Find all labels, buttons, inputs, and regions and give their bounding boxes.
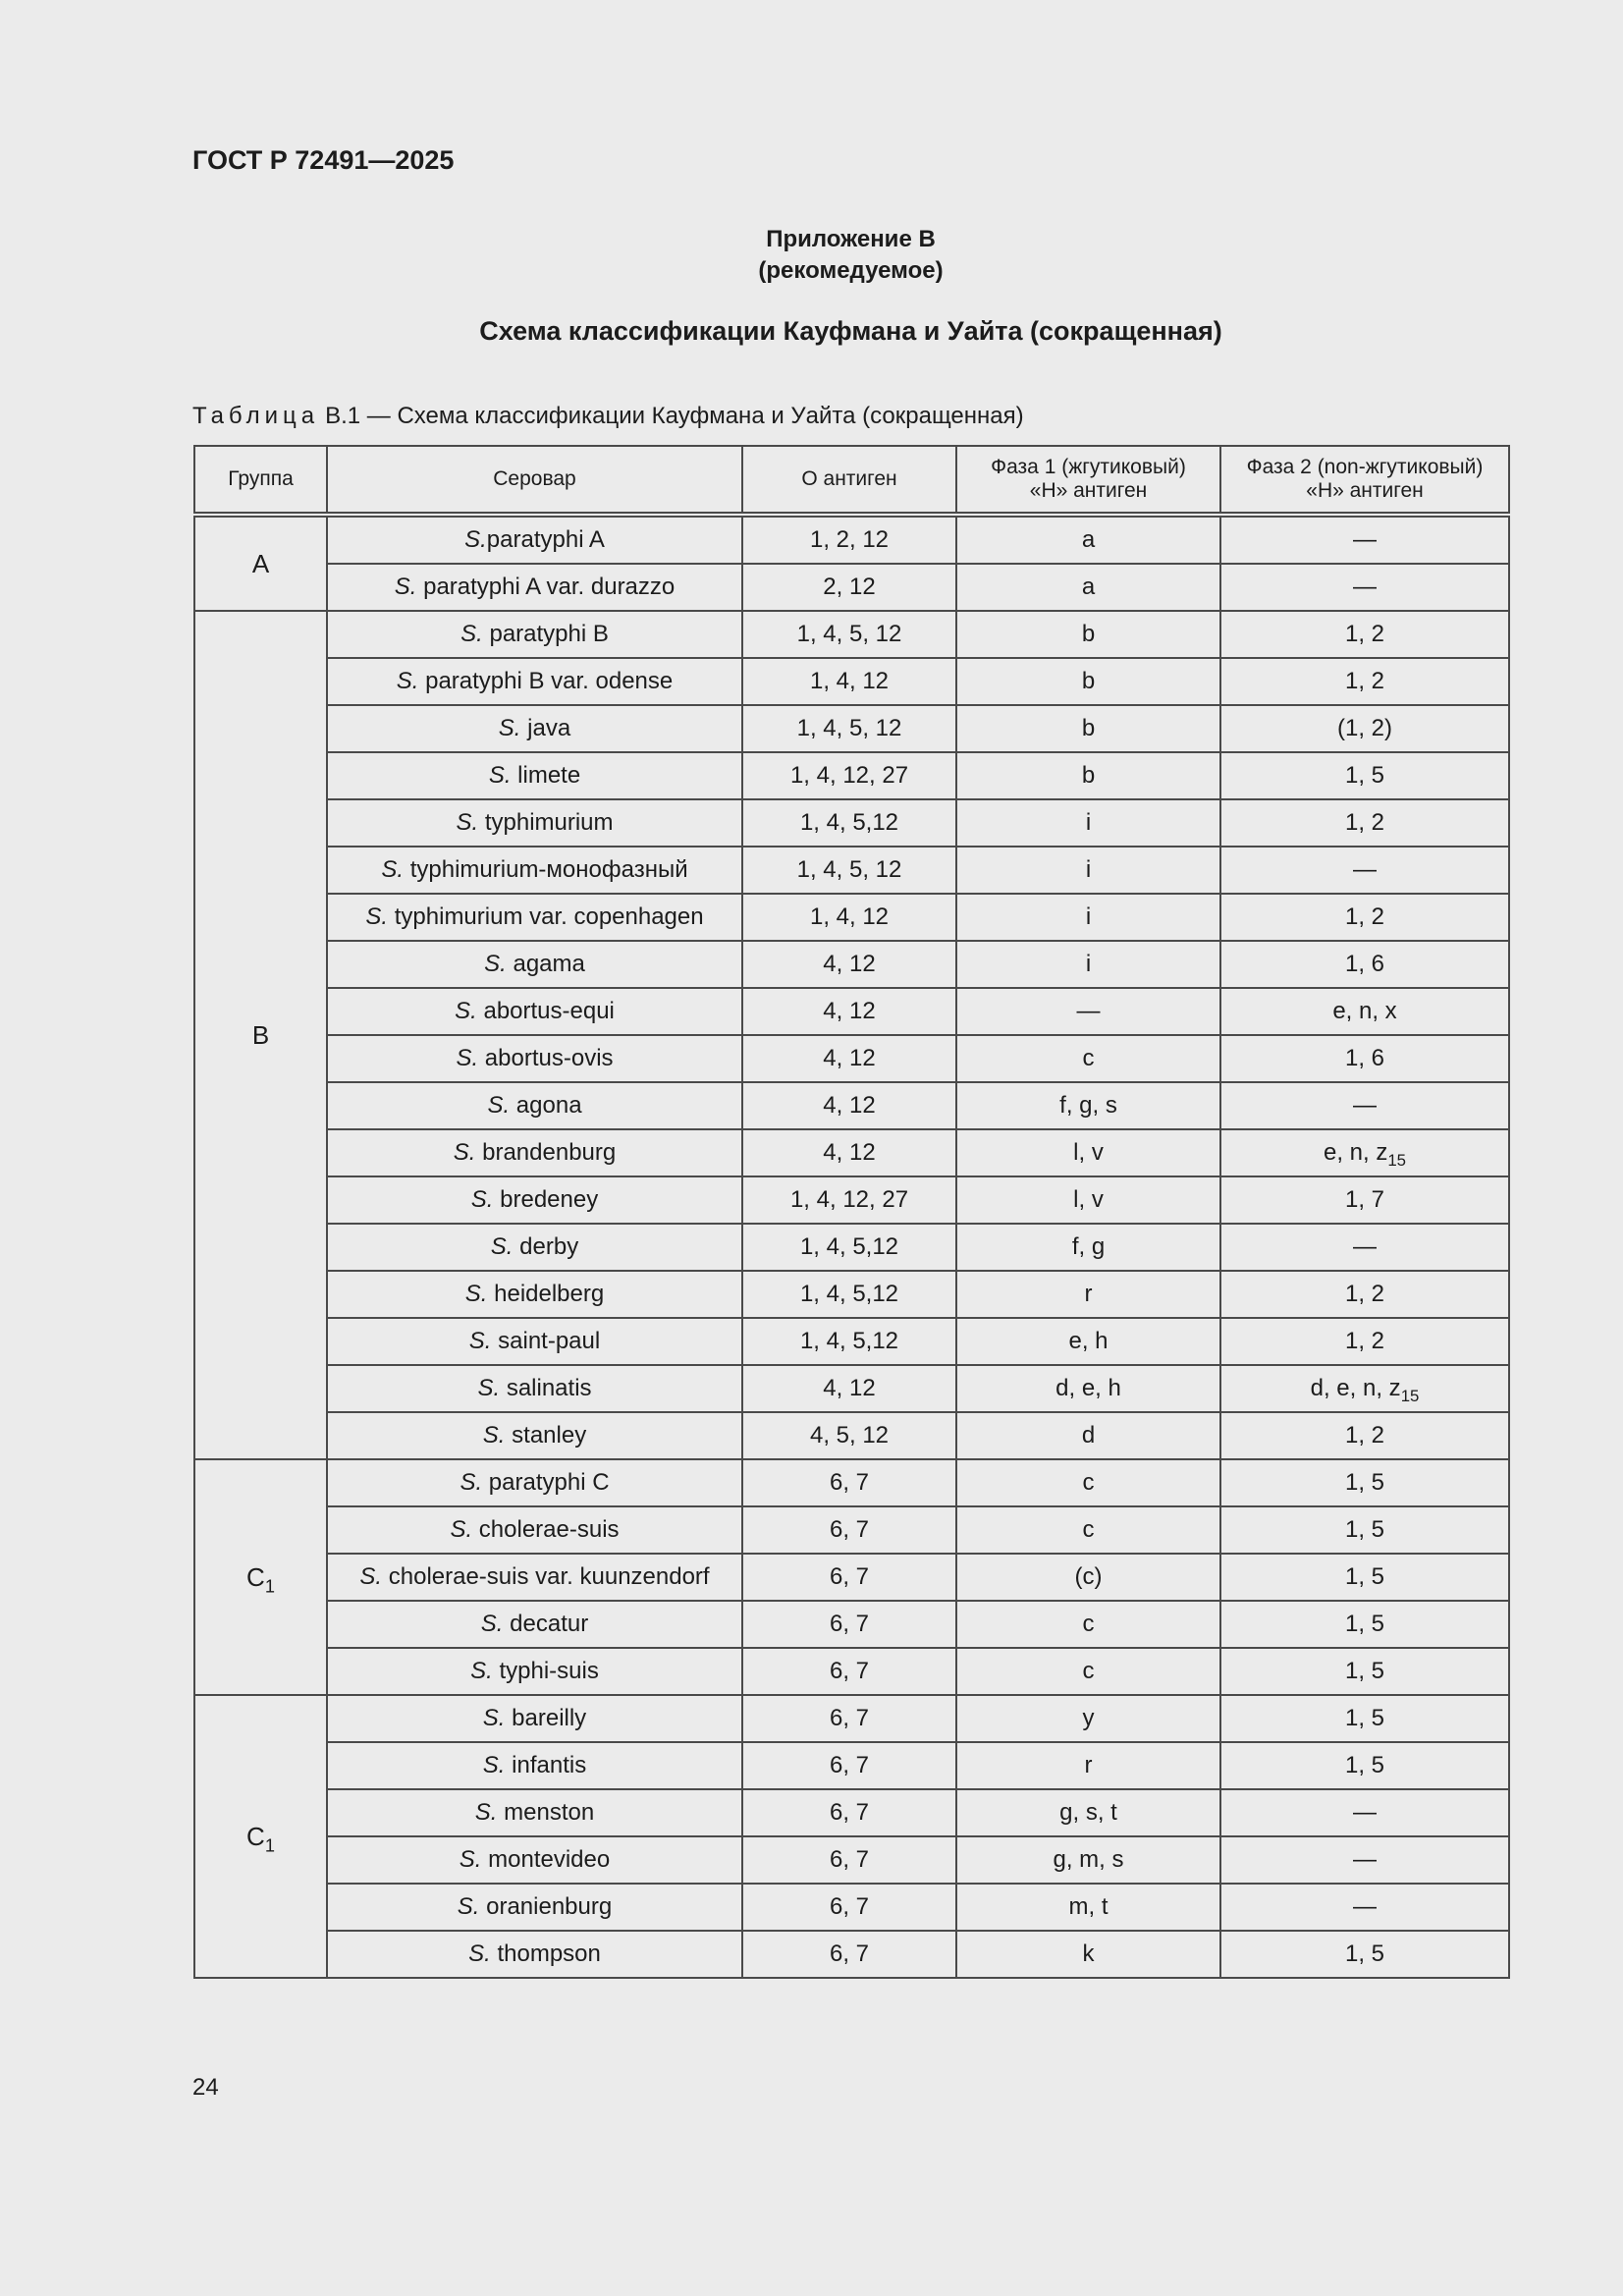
- phase1-cell: e, h: [956, 1318, 1220, 1365]
- appendix-heading: [0, 224, 1623, 287]
- table-row: [194, 799, 1509, 847]
- serovar-cell: [327, 1318, 742, 1365]
- table-row: [194, 1836, 1509, 1884]
- serovar-genus: S.: [457, 1893, 480, 1920]
- group-label: A: [251, 548, 270, 578]
- phase2-cell: [1220, 1695, 1509, 1742]
- o-antigen-cell: 4, 12: [742, 988, 956, 1035]
- serovar-cell: [327, 1836, 742, 1884]
- serovar-genus: S.: [460, 621, 483, 647]
- col-header-phase2-line1: Фаза 2 (non-жгутиковый): [1246, 456, 1484, 478]
- serovar-genus: S.: [480, 1611, 504, 1637]
- serovar-name: bareilly: [505, 1705, 587, 1731]
- phase2-value: 1, 5: [1344, 1611, 1385, 1637]
- col-header-phase2: [1220, 446, 1509, 515]
- serovar-genus: S.: [365, 903, 389, 930]
- serovar-cell: [327, 1601, 742, 1648]
- phase2-cell: [1220, 1506, 1509, 1554]
- table-row: [194, 1082, 1509, 1129]
- serovar-genus: S.: [460, 1469, 483, 1496]
- col-header-serovar: Серовар: [327, 446, 742, 515]
- table-row: [194, 941, 1509, 988]
- phase2-cell: [1220, 1931, 1509, 1978]
- table-row: [194, 1742, 1509, 1789]
- col-header-group: Группа: [194, 446, 327, 515]
- col-header-phase1: [956, 446, 1220, 515]
- table-header-row: [194, 446, 1509, 515]
- phase2-cell: [1220, 1789, 1509, 1836]
- phase2-cell: [1220, 705, 1509, 752]
- phase2-value: e, n, x: [1332, 998, 1397, 1024]
- classification-table: [193, 445, 1510, 1979]
- phase2-value: d, e, n, z: [1310, 1375, 1401, 1401]
- group-label: C: [246, 1561, 265, 1592]
- phase2-cell: [1220, 1129, 1509, 1176]
- serovar-cell: [327, 1459, 742, 1506]
- serovar-genus: S.: [470, 1658, 493, 1684]
- phase2-value: e, n, z: [1323, 1139, 1388, 1166]
- serovar-cell: [327, 988, 742, 1035]
- phase2-value: 1, 5: [1344, 1658, 1385, 1684]
- phase2-value: —: [1353, 1846, 1377, 1873]
- phase2-cell: [1220, 1365, 1509, 1412]
- serovar-cell: [327, 515, 742, 564]
- serovar-cell: [327, 564, 742, 611]
- serovar-genus: S.: [474, 1799, 498, 1826]
- table-caption-text: В.1 — Схема классификации Кауфмана и Уайта (сокращенная): [325, 403, 1024, 429]
- table-row: [194, 1271, 1509, 1318]
- phase2-value: 1, 2: [1344, 621, 1385, 647]
- serovar-name: java: [520, 715, 571, 741]
- phase1-cell: f, g: [956, 1224, 1220, 1271]
- phase2-value: 1, 6: [1344, 951, 1385, 977]
- serovar-name: salinatis: [500, 1375, 592, 1401]
- phase1-cell: i: [956, 941, 1220, 988]
- table-row: [194, 515, 1509, 564]
- o-antigen-cell: 4, 12: [742, 1129, 956, 1176]
- o-antigen-cell: 1, 4, 12: [742, 894, 956, 941]
- serovar-genus: S.: [482, 1752, 506, 1778]
- phase2-value: 1, 2: [1344, 1422, 1385, 1449]
- serovar-name: paratyphi A: [486, 526, 605, 553]
- col-header-phase2-line2: «Н» антиген: [1306, 479, 1424, 502]
- phase2-cell: [1220, 799, 1509, 847]
- o-antigen-cell: 6, 7: [742, 1931, 956, 1978]
- group-cell: [194, 1459, 327, 1695]
- serovar-name: menston: [497, 1799, 595, 1826]
- serovar-cell: [327, 705, 742, 752]
- serovar-cell: [327, 1176, 742, 1224]
- phase2-cell: [1220, 515, 1509, 564]
- phase2-cell: [1220, 658, 1509, 705]
- phase1-cell: r: [956, 1271, 1220, 1318]
- serovar-name: derby: [513, 1233, 579, 1260]
- table-row: [194, 1931, 1509, 1978]
- table-row: [194, 894, 1509, 941]
- phase1-cell: —: [956, 988, 1220, 1035]
- table-caption: [192, 403, 1024, 430]
- serovar-name: montevideo: [481, 1846, 611, 1873]
- phase2-value: 1, 5: [1344, 1705, 1385, 1731]
- table-row: [194, 1129, 1509, 1176]
- serovar-genus: S.: [456, 809, 479, 836]
- serovar-cell: [327, 1082, 742, 1129]
- o-antigen-cell: 1, 4, 5, 12: [742, 705, 956, 752]
- serovar-name: paratyphi A var. durazzo: [416, 574, 676, 600]
- phase2-cell: [1220, 1554, 1509, 1601]
- phase1-cell: (c): [956, 1554, 1220, 1601]
- phase2-value: 1, 2: [1344, 668, 1385, 694]
- phase2-subscript: 15: [1400, 1386, 1420, 1405]
- phase2-value: 1, 6: [1344, 1045, 1385, 1071]
- o-antigen-cell: 6, 7: [742, 1506, 956, 1554]
- serovar-cell: [327, 1931, 742, 1978]
- o-antigen-cell: 6, 7: [742, 1695, 956, 1742]
- serovar-cell: [327, 1695, 742, 1742]
- o-antigen-cell: 6, 7: [742, 1789, 956, 1836]
- table-row: [194, 1554, 1509, 1601]
- table-row: [194, 988, 1509, 1035]
- col-header-phase1-line1: Фаза 1 (жгутиковый): [991, 456, 1186, 478]
- phase2-cell: [1220, 1648, 1509, 1695]
- o-antigen-cell: 1, 4, 5,12: [742, 1271, 956, 1318]
- table-caption-word: Таблица: [192, 403, 320, 429]
- phase2-value: 1, 2: [1344, 903, 1385, 930]
- serovar-genus: S.: [490, 1233, 514, 1260]
- phase2-value: 1, 2: [1344, 1328, 1385, 1354]
- phase2-value: —: [1353, 1893, 1377, 1920]
- serovar-genus: S.: [470, 1186, 494, 1213]
- serovar-name: paratyphi C: [482, 1469, 610, 1496]
- serovar-name: paratyphi B var. odense: [418, 668, 674, 694]
- o-antigen-cell: 4, 12: [742, 1035, 956, 1082]
- phase2-value: 1, 7: [1344, 1186, 1385, 1213]
- appendix-title: Приложение В: [766, 226, 936, 252]
- table-row: [194, 1176, 1509, 1224]
- serovar-name: abortus-equi: [476, 998, 615, 1024]
- serovar-cell: [327, 1506, 742, 1554]
- serovar-genus: S.: [487, 1092, 511, 1119]
- phase2-cell: [1220, 1836, 1509, 1884]
- phase2-cell: [1220, 1035, 1509, 1082]
- phase2-cell: [1220, 1601, 1509, 1648]
- document-code: ГОСТ Р 72491—2025: [192, 145, 455, 175]
- table-row: [194, 1318, 1509, 1365]
- serovar-genus: S.: [477, 1375, 501, 1401]
- o-antigen-cell: 4, 12: [742, 1082, 956, 1129]
- col-header-o-antigen: О антиген: [742, 446, 956, 515]
- phase1-cell: i: [956, 847, 1220, 894]
- serovar-name: bredeney: [493, 1186, 599, 1213]
- table-row: [194, 1224, 1509, 1271]
- table-row: [194, 1884, 1509, 1931]
- serovar-name: typhi-suis: [492, 1658, 599, 1684]
- serovar-name: thompson: [490, 1941, 601, 1967]
- serovar-name: brandenburg: [475, 1139, 617, 1166]
- table-row: [194, 1459, 1509, 1506]
- o-antigen-cell: 2, 12: [742, 564, 956, 611]
- serovar-name: decatur: [503, 1611, 589, 1637]
- serovar-cell: [327, 847, 742, 894]
- o-antigen-cell: 1, 4, 12, 27: [742, 1176, 956, 1224]
- serovar-name: cholerae-suis: [472, 1516, 620, 1543]
- phase1-cell: b: [956, 611, 1220, 658]
- serovar-cell: [327, 1742, 742, 1789]
- table-row: [194, 705, 1509, 752]
- serovar-genus: S.: [482, 1422, 506, 1449]
- serovar-cell: [327, 1789, 742, 1836]
- serovar-name: oranienburg: [479, 1893, 613, 1920]
- serovar-genus: S.: [459, 1846, 482, 1873]
- serovar-name: heidelberg: [487, 1281, 605, 1307]
- scheme-title: Схема классификации Кауфмана и Уайта (сокращенная): [479, 316, 1222, 346]
- phase2-value: 1, 5: [1344, 1516, 1385, 1543]
- serovar-genus: S.: [498, 715, 521, 741]
- o-antigen-cell: 6, 7: [742, 1459, 956, 1506]
- serovar-cell: [327, 752, 742, 799]
- serovar-genus: S.: [464, 526, 487, 553]
- phase1-cell: c: [956, 1035, 1220, 1082]
- page-number: 24: [192, 2074, 219, 2101]
- o-antigen-cell: 6, 7: [742, 1742, 956, 1789]
- o-antigen-cell: 1, 4, 5, 12: [742, 611, 956, 658]
- phase2-value: —: [1353, 856, 1377, 883]
- table-row: [194, 1035, 1509, 1082]
- phase1-cell: f, g, s: [956, 1082, 1220, 1129]
- phase2-cell: [1220, 1271, 1509, 1318]
- serovar-cell: [327, 894, 742, 941]
- table-row: [194, 611, 1509, 658]
- serovar-name: saint-paul: [491, 1328, 601, 1354]
- serovar-cell: [327, 1224, 742, 1271]
- serovar-name: cholerae-suis var. kuunzendorf: [382, 1563, 710, 1590]
- serovar-cell: [327, 1884, 742, 1931]
- serovar-cell: [327, 1035, 742, 1082]
- group-label: C: [246, 1821, 265, 1851]
- serovar-genus: S.: [453, 1139, 476, 1166]
- table-row: [194, 1365, 1509, 1412]
- o-antigen-cell: 1, 4, 5,12: [742, 799, 956, 847]
- serovar-genus: S.: [464, 1281, 488, 1307]
- phase2-cell: [1220, 1176, 1509, 1224]
- phase2-value: 1, 5: [1344, 1941, 1385, 1967]
- table-row: [194, 847, 1509, 894]
- phase1-cell: a: [956, 564, 1220, 611]
- phase1-cell: b: [956, 658, 1220, 705]
- phase1-cell: c: [956, 1459, 1220, 1506]
- group-label-subscript: 1: [264, 1575, 275, 1596]
- group-label: B: [251, 1019, 270, 1050]
- phase1-cell: g, m, s: [956, 1836, 1220, 1884]
- serovar-name: agona: [510, 1092, 582, 1119]
- serovar-genus: S.: [394, 574, 417, 600]
- phase1-cell: c: [956, 1506, 1220, 1554]
- phase2-cell: [1220, 1742, 1509, 1789]
- table-row: [194, 752, 1509, 799]
- phase2-value: —: [1353, 1233, 1377, 1260]
- o-antigen-cell: 6, 7: [742, 1884, 956, 1931]
- serovar-genus: S.: [468, 1941, 491, 1967]
- phase2-subscript: 15: [1387, 1150, 1407, 1170]
- phase1-cell: l, v: [956, 1176, 1220, 1224]
- o-antigen-cell: 4, 12: [742, 941, 956, 988]
- serovar-cell: [327, 941, 742, 988]
- table-row: [194, 1695, 1509, 1742]
- serovar-name: typhimurium var. copenhagen: [388, 903, 704, 930]
- phase2-cell: [1220, 1459, 1509, 1506]
- table-body: [194, 515, 1509, 1978]
- phase1-cell: y: [956, 1695, 1220, 1742]
- serovar-genus: S.: [396, 668, 419, 694]
- o-antigen-cell: 1, 4, 12, 27: [742, 752, 956, 799]
- serovar-genus: S.: [482, 1705, 506, 1731]
- phase1-cell: i: [956, 894, 1220, 941]
- serovar-cell: [327, 658, 742, 705]
- phase1-cell: c: [956, 1648, 1220, 1695]
- table-row: [194, 1789, 1509, 1836]
- serovar-cell: [327, 1554, 742, 1601]
- group-cell: [194, 1695, 327, 1978]
- phase2-cell: [1220, 847, 1509, 894]
- o-antigen-cell: 6, 7: [742, 1648, 956, 1695]
- serovar-cell: [327, 1412, 742, 1459]
- phase2-cell: [1220, 1082, 1509, 1129]
- serovar-cell: [327, 1365, 742, 1412]
- group-cell: [194, 515, 327, 611]
- table-row: [194, 564, 1509, 611]
- serovar-name: stanley: [505, 1422, 587, 1449]
- phase2-value: 1, 5: [1344, 1752, 1385, 1778]
- phase2-value: 1, 5: [1344, 1563, 1385, 1590]
- phase2-value: —: [1353, 526, 1377, 553]
- o-antigen-cell: 1, 4, 5, 12: [742, 847, 956, 894]
- phase2-cell: [1220, 988, 1509, 1035]
- group-label-subscript: 1: [264, 1834, 275, 1855]
- phase2-cell: [1220, 1318, 1509, 1365]
- o-antigen-cell: 1, 2, 12: [742, 515, 956, 564]
- table-row: [194, 1648, 1509, 1695]
- o-antigen-cell: 6, 7: [742, 1601, 956, 1648]
- phase1-cell: m, t: [956, 1884, 1220, 1931]
- serovar-name: limete: [511, 762, 581, 789]
- phase2-cell: [1220, 894, 1509, 941]
- phase1-cell: b: [956, 705, 1220, 752]
- phase2-value: 1, 5: [1344, 762, 1385, 789]
- phase2-cell: [1220, 564, 1509, 611]
- serovar-genus: S.: [456, 1045, 479, 1071]
- serovar-cell: [327, 1648, 742, 1695]
- phase2-value: 1, 5: [1344, 1469, 1385, 1496]
- phase1-cell: g, s, t: [956, 1789, 1220, 1836]
- phase1-cell: d, e, h: [956, 1365, 1220, 1412]
- o-antigen-cell: 1, 4, 5,12: [742, 1318, 956, 1365]
- phase2-cell: [1220, 1884, 1509, 1931]
- phase1-cell: k: [956, 1931, 1220, 1978]
- serovar-cell: [327, 1271, 742, 1318]
- o-antigen-cell: 4, 5, 12: [742, 1412, 956, 1459]
- table-row: [194, 1412, 1509, 1459]
- group-cell: [194, 611, 327, 1459]
- phase1-cell: i: [956, 799, 1220, 847]
- serovar-name: agama: [506, 951, 585, 977]
- phase2-value: 1, 2: [1344, 809, 1385, 836]
- phase2-cell: [1220, 1224, 1509, 1271]
- serovar-genus: S.: [450, 1516, 473, 1543]
- appendix-status: (рекомедуемое): [758, 257, 944, 284]
- serovar-genus: S.: [468, 1328, 492, 1354]
- serovar-cell: [327, 611, 742, 658]
- serovar-genus: S.: [488, 762, 512, 789]
- phase1-cell: b: [956, 752, 1220, 799]
- phase1-cell: r: [956, 1742, 1220, 1789]
- serovar-name: paratyphi B: [482, 621, 609, 647]
- phase2-cell: [1220, 941, 1509, 988]
- serovar-name: typhimurium: [478, 809, 614, 836]
- serovar-name: infantis: [505, 1752, 587, 1778]
- serovar-name: typhimurium-монофазный: [404, 856, 688, 883]
- serovar-genus: S.: [359, 1563, 383, 1590]
- col-header-phase1-line2: «Н» антиген: [1029, 479, 1148, 502]
- phase1-cell: a: [956, 515, 1220, 564]
- phase2-value: —: [1353, 574, 1377, 600]
- phase1-cell: d: [956, 1412, 1220, 1459]
- serovar-genus: S.: [484, 951, 507, 977]
- phase2-cell: [1220, 611, 1509, 658]
- phase2-value: —: [1353, 1799, 1377, 1826]
- table-row: [194, 1601, 1509, 1648]
- o-antigen-cell: 6, 7: [742, 1836, 956, 1884]
- o-antigen-cell: 6, 7: [742, 1554, 956, 1601]
- phase2-value: (1, 2): [1336, 715, 1392, 741]
- o-antigen-cell: 1, 4, 5,12: [742, 1224, 956, 1271]
- phase2-value: 1, 2: [1344, 1281, 1385, 1307]
- phase2-cell: [1220, 752, 1509, 799]
- serovar-cell: [327, 799, 742, 847]
- phase1-cell: c: [956, 1601, 1220, 1648]
- serovar-genus: S.: [381, 856, 405, 883]
- o-antigen-cell: 4, 12: [742, 1365, 956, 1412]
- serovar-name: abortus-ovis: [478, 1045, 614, 1071]
- phase1-cell: l, v: [956, 1129, 1220, 1176]
- phase2-cell: [1220, 1412, 1509, 1459]
- serovar-genus: S.: [455, 998, 477, 1024]
- table-row: [194, 1506, 1509, 1554]
- phase2-value: —: [1353, 1092, 1377, 1119]
- table-row: [194, 658, 1509, 705]
- o-antigen-cell: 1, 4, 12: [742, 658, 956, 705]
- serovar-cell: [327, 1129, 742, 1176]
